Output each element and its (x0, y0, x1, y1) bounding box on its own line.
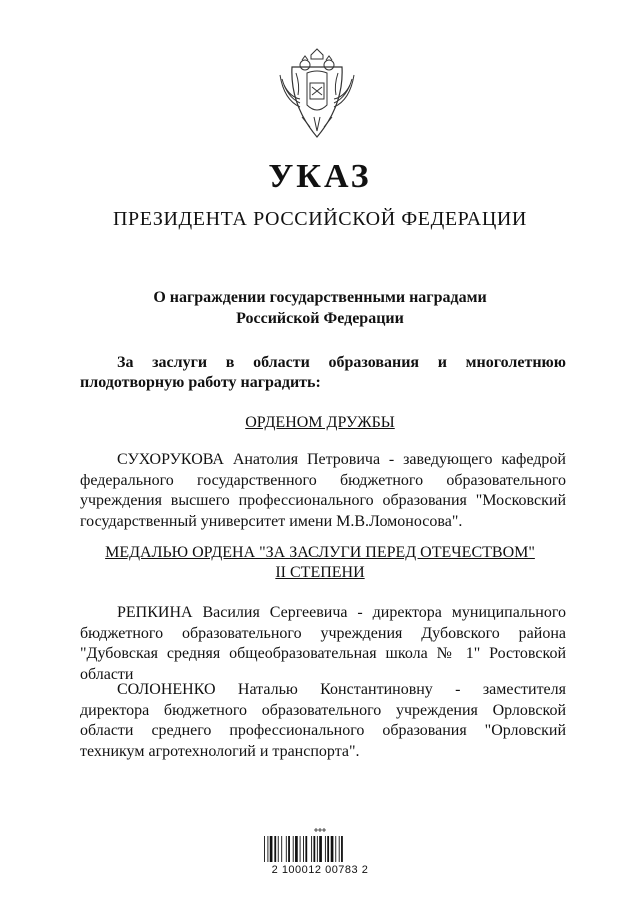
recipient-paragraph (80, 603, 566, 685)
document-subtitle: ПРЕЗИДЕНТА РОССИЙСКОЙ ФЕДЕРАЦИИ (113, 208, 527, 230)
decree-intro (80, 353, 566, 393)
award-heading-line: ОРДЕНОМ ДРУЖБЫ (245, 414, 395, 431)
document-title: УКАЗ (268, 158, 372, 195)
paragraph-line: федерального государственного бюджетного образовательного (80, 471, 566, 489)
paragraph-line: РЕПКИНА Василия Сергеевича - директора муниципального (117, 604, 566, 621)
recipient-paragraph (80, 680, 566, 762)
paragraph-line: СУХОРУКОВА Анатолия Петровича - заведующего кафедрой (117, 451, 566, 468)
barcode-number: 2 100012 00783 2 (271, 864, 369, 876)
subject-line: О награждении государственными наградами (153, 289, 487, 306)
barcode-icon (262, 826, 378, 886)
paragraph-line: директора бюджетного образовательного учреждения Орловской (80, 701, 566, 719)
intro-line: За заслуги в области образования и многолетнюю (117, 354, 566, 371)
decree-subject (0, 287, 640, 329)
recipient-paragraph (80, 450, 566, 532)
paragraph-line: СОЛОНЕНКО Наталью Константиновну - заместителя (117, 681, 566, 698)
paragraph-line: области (80, 665, 134, 683)
award-heading-line: II СТЕПЕНИ (275, 564, 365, 581)
paragraph-line: области среднего профессионального образования "Орловский (80, 722, 566, 739)
award-heading-order-of-friendship (0, 413, 640, 433)
paragraph-line: техникум агротехнологий и транспорта". (80, 742, 360, 760)
paragraph-line: учреждения высшего профессионального образования "Московский (80, 492, 566, 509)
award-heading-medal-of-order (0, 543, 640, 583)
paragraph-line: государственный университет имени М.В.Ломоносова". (80, 512, 463, 530)
russian-coat-of-arms-icon (272, 45, 362, 145)
award-heading-line: МЕДАЛЬЮ ОРДЕНА "ЗА ЗАСЛУГИ ПЕРЕД ОТЕЧЕСТВОМ" (105, 544, 535, 561)
intro-line: плодотворную работу наградить: (80, 374, 321, 391)
paragraph-line: бюджетного образовательного учреждения Дубовского района (80, 624, 566, 642)
paragraph-line: "Дубовская средняя общеобразовательная школа № 1" Ростовской (80, 645, 566, 662)
subject-line: Российской Федерации (236, 310, 404, 327)
